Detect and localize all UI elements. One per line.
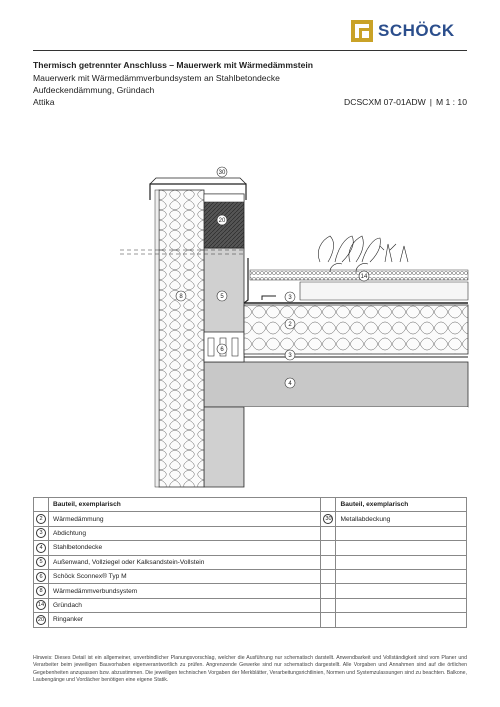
svg-text:5: 5 — [220, 294, 224, 300]
svg-text:14: 14 — [360, 274, 368, 280]
subtitle-line-2: Mauerwerk mit Wärmedämmverbundsystem an Stahlbetondecke — [33, 73, 280, 83]
legend-number: 20 — [37, 616, 45, 623]
etics-insulation — [159, 190, 204, 487]
label-30 — [217, 167, 227, 177]
label-6 — [217, 344, 227, 354]
lower-wall-lining — [244, 407, 468, 487]
legend-number: 14 — [37, 602, 45, 609]
legend-label: Metallabdeckung — [336, 512, 467, 526]
legend-label: Schöck Sconnex® Typ M — [49, 569, 321, 583]
masonry-wall-lower — [204, 407, 244, 487]
legend-number: 30 — [325, 516, 332, 523]
label-14 — [359, 271, 369, 281]
legend-label: Ringanker — [49, 613, 321, 627]
label-8 — [176, 291, 186, 301]
legend-label: Stahlbetondecke — [49, 541, 321, 555]
legend-row — [34, 526, 467, 540]
label-20 — [217, 215, 227, 225]
legend-row — [34, 569, 467, 583]
legend-col2-header: Bauteil, exemplarisch — [336, 498, 467, 512]
legend-number: 4 — [36, 543, 46, 553]
legend-row — [34, 584, 467, 598]
green-roof-substrate — [300, 282, 468, 300]
legend-number: 8 — [36, 586, 46, 596]
legend-col1-header: Bauteil, exemplarisch — [49, 498, 321, 512]
legend-number: 3 — [36, 528, 46, 538]
legend-number: 5 — [36, 557, 46, 567]
legend-header-row — [34, 498, 467, 512]
subtitle-line-4: Attika — [33, 97, 55, 107]
label-3-top — [285, 292, 295, 302]
concrete-slab — [204, 362, 468, 407]
svg-text:2: 2 — [288, 322, 292, 328]
subtitle-line-3: Aufdeckendämmung, Gründach — [33, 85, 155, 95]
roof-insulation — [244, 305, 468, 354]
legend-number: 6 — [36, 572, 46, 582]
svg-text:20: 20 — [218, 218, 226, 224]
legend-row — [34, 613, 467, 627]
svg-text:6: 6 — [220, 347, 224, 353]
svg-text:8: 8 — [179, 294, 183, 300]
svg-text:3: 3 — [288, 295, 292, 301]
legend-row — [34, 598, 467, 612]
legend-row — [34, 555, 467, 569]
legend-label: Wärmedämmung — [49, 512, 321, 526]
ref-separator: | — [429, 97, 432, 107]
brand-name: SCHÖCK — [378, 21, 455, 40]
page-title: Thermisch getrennter Anschluss – Mauerwerk mit Wärmedämmstein — [33, 60, 314, 70]
legend-row — [34, 541, 467, 555]
legend-table — [33, 497, 467, 628]
svg-text:3: 3 — [288, 353, 292, 359]
svg-text:4: 4 — [288, 381, 292, 387]
svg-text:30: 30 — [218, 170, 226, 176]
label-3-bottom — [285, 350, 295, 360]
label-2 — [285, 319, 295, 329]
legend-row — [34, 512, 467, 526]
drawing-code: DCSCXM 07-01ADW — [344, 97, 426, 107]
label-5 — [217, 291, 227, 301]
legend-label: Wärmedämmverbundsystem — [49, 584, 321, 598]
footer-note: Hinweis: Dieses Detail ist ein allgemeiner, unverbindlicher Planungsvorschlag, welcher die Ausführung nur schematisch darstellt. Anwendbarkeit und Vollständigkeit sind vom Planer und Verarbeiter beim jeweiligen Bauvorhaben eigenverantwortlich zu prüfen. Angrenzende Gewerke sind nur schematisch dargestellt. Alle Vorgaben und Annahmen sind auf die örtlichen Gegebenheiten anzupassen bzw. abzustimmen. Die jeweiligen technischen Vorgaben der Merkblätter, Verarbeitungsrichtlinien, Normen und Systemzulassungen sind zu beachten. Balkone, Laubengänge und Vordächer benötigen eine eigene Statik. — [33, 655, 467, 684]
legend-number: 2 — [36, 514, 46, 524]
legend-label: Abdichtung — [49, 526, 321, 540]
legend-label: Gründach — [49, 598, 321, 612]
legend-label: Außenwand, Vollziegel oder Kalksandstein-Vollstein — [49, 555, 321, 569]
label-4 — [285, 378, 295, 388]
drawing-scale: M 1 : 10 — [435, 97, 467, 107]
